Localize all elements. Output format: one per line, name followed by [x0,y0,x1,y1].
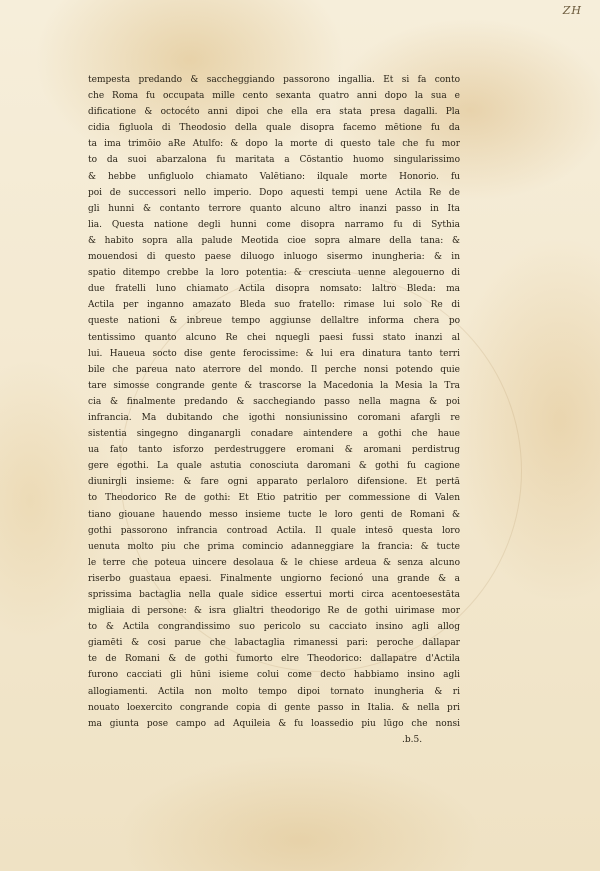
text-line: spatio ditempo crebbe la loro potentia: & cresciuta uenne alegouerno di [88,268,460,279]
text-line: & hebbe unfigluolo chiamato Valētiano: ilquale morte Honorio. fu [88,171,460,182]
text-line: gothi passorono infrancia controad Actila. Il quale intesō questa loro [88,525,460,536]
text-line: poi de successori nello imperio. Dopo aquesti tempi uene Actila Re de [88,187,460,198]
signature-mark: .b.5. [402,735,423,745]
text-line: gere egothi. La quale astutia conosciuta daromani & gothi fu cagione [88,461,460,472]
text-line: che Roma fu occupata mille cento sexanta quatro anni dopo la sua e [88,91,460,102]
text-line: sprissima bactaglia nella quale sidice essertui morti circa acentoesestāta [88,590,460,600]
text-line: to da suoi abarzalona fu maritata a Cōstantio huomo singularissimo [88,155,460,166]
text-line: le terre che poteua uincere desolaua & le chiese ardeua & senza alcuno [88,557,460,568]
text-line: tare simosse congrande gente & trascorse la Macedonia la Mesia la Tra [88,380,460,391]
text-line: mouendosi di questo paese diluogo inluogo sisermo inungheria: & in [88,252,460,263]
text-line: uenuta molto piu che prima comincio adanneggiare la francia: & tucte [88,541,460,552]
text-line: gli hunni & contanto terrore quanto alcuno altro inanzi passo in Ita [88,203,460,214]
text-line: queste nationi & inbreue tempo aggiunse dellaltre informa chera po [88,316,460,327]
text-line: giamēti & cosi parue che labactaglia rimanessi pari: peroche dallapar [88,638,460,649]
text-line: furono cacciati gli hūni isieme colui come decto habbiamo insino agli [88,670,460,681]
text-line: tiano giouane hauendo messo insieme tucte le loro genti de Romani & [88,509,460,520]
text-line: ua fato tanto isforzo perdestruggere eromani & aromani perdistrug [88,445,460,456]
text-line: bile che pareua nato aterrore del mondo. Il perche nonsi potendo quie [88,364,460,375]
text-line: Actila per inganno amazato Bleda suo fratello: rimase lui solo Re di [88,300,460,311]
text-line: sistentia singegno dinganargli conadare aintendere a gothi che haue [88,429,460,440]
text-line: allogiamenti. Actila non molto tempo dipoi tornato inungheria & ri [88,686,460,697]
text-line: & habito sopra alla palude Meotida cioe sopra almare della tana: & [88,235,460,246]
text-line: to & Actila congrandissimo suo pericolo su cacciato insino agli allog [88,622,460,633]
text-line: cidia figluola di Theodosio della quale disopra facemo mētione fu da [88,123,460,134]
text-line: tentissimo quanto alcuno Re chei nquegli paesi fussi stato inanzi al [88,332,460,343]
text-line: dificatione & octocéto anni dipoi che ella era stata presa dagalli. Pla [88,107,460,118]
text-line: ta ima trimōio aRe Atulfo: & dopo la morte di questo tale che fu mor [88,139,460,150]
text-line: ma giunta pose campo ad Aquileia & fu loassedio piu lūgo che nonsi [88,718,460,729]
text-line: migliaia di persone: & isra glialtri theodorigo Re de gothi uirimase mor [88,606,460,617]
text-line: riserbo guastaua epaesi. Finalmente ungiorno fecionó una grande & a [88,573,460,584]
text-line: cia & finalmente predando & sacchegiando passo nella magna & poi [88,396,460,407]
text-block [88,72,460,732]
text-line: lui. Haueua socto dise gente ferocissime: & lui era dinatura tanto terri [88,348,460,359]
text-line: nouato loexercito congrande copia di gente passo in Italia. & nella pri [88,702,460,713]
text-line: te de Romani & de gothi fumorto elre Theodorico: dallapatre d'Actila [88,654,460,665]
corner-annotation: ZH [562,4,582,17]
text-line: to Theodorico Re de gothi: Et Etio patritio per commessione di Valen [88,493,460,504]
text-line: due fratelli luno chiamato Actila disopra nomsato: laltro Bleda: ma [88,284,460,295]
text-line: tempesta predando & saccheggiando passorono ingallia. Et si fa conto [88,75,460,85]
text-line: infrancia. Ma dubitando che igothi nonsiunissino coromani afargli re [88,412,460,423]
text-line: diunirgli insieme: & fare ogni apparato perlaloro difensione. Et pertā [88,477,460,488]
text-line: lia. Questa natione degli hunni come disopra narramo fu di Sythia [88,219,460,230]
